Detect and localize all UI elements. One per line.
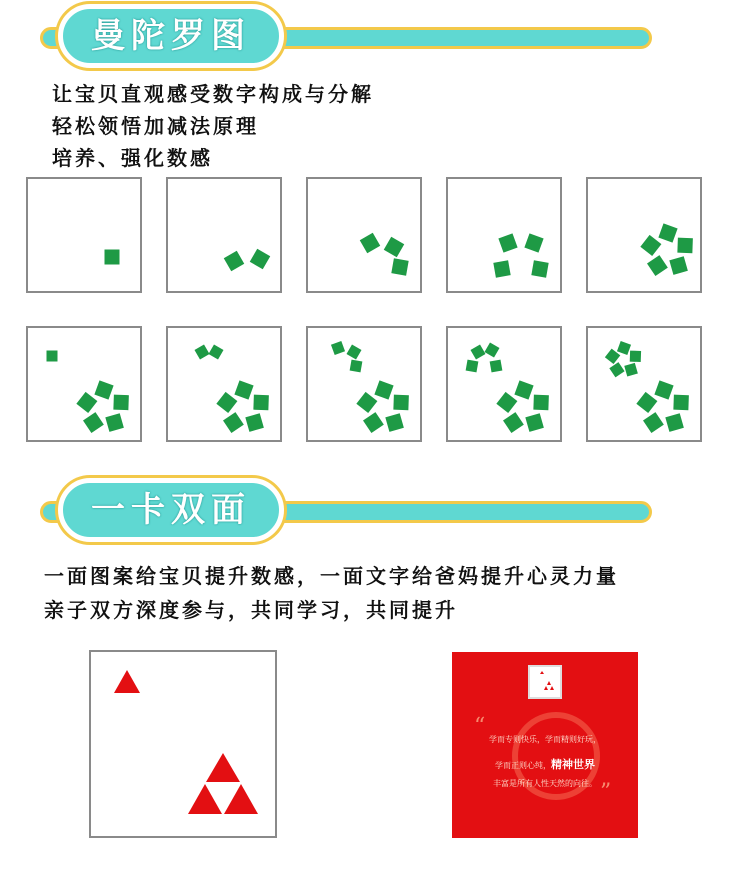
- green-square: [636, 392, 657, 413]
- green-square: [496, 392, 517, 413]
- close-quote-icon: ”: [600, 780, 612, 805]
- mandala-card-5: [586, 177, 702, 293]
- card-text-line-2a: 学而正则心纯，: [495, 761, 551, 770]
- green-square: [514, 380, 533, 399]
- green-square: [490, 360, 503, 373]
- mandala-card-8: [306, 326, 422, 442]
- triangle-top: [206, 753, 240, 782]
- triangle-single: [114, 670, 140, 693]
- text-side-card: [452, 652, 638, 838]
- mandala-pattern-1: [28, 179, 144, 295]
- green-square: [224, 251, 244, 271]
- card-text-highlight: 精神世界: [551, 758, 595, 771]
- green-square: [503, 412, 524, 433]
- card-text-line-1: 学而专则快乐，学而精则好玩，: [489, 735, 601, 744]
- green-square: [617, 341, 631, 355]
- green-square: [384, 237, 404, 257]
- mandala-card-6: [26, 326, 142, 442]
- green-square: [94, 380, 113, 399]
- green-square: [208, 344, 223, 359]
- mandala-card-9: [446, 326, 562, 442]
- green-square: [630, 351, 641, 362]
- green-square: [385, 413, 404, 432]
- green-square: [493, 260, 510, 277]
- intro-line-1: 让宝贝直观感受数字构成与分解: [52, 82, 374, 106]
- green-square: [253, 395, 269, 411]
- green-square: [76, 392, 97, 413]
- mini-card-icon: [528, 665, 562, 699]
- card-text-line-3: 丰富是所有人性天然的向往。: [493, 779, 597, 788]
- green-square: [669, 256, 688, 275]
- green-square: [360, 233, 380, 253]
- section-title: 一卡双面: [58, 478, 284, 542]
- mandala-pattern-2: [168, 179, 284, 295]
- mandala-pattern-7: [168, 328, 284, 444]
- section-title: 曼陀罗图: [58, 4, 284, 68]
- green-square: [677, 238, 693, 254]
- mandala-pattern-10: [588, 328, 704, 444]
- pattern-side-card: [89, 650, 277, 838]
- green-square: [245, 413, 264, 432]
- green-square: [194, 344, 209, 359]
- desc-line-2: 亲子双方深度参与，共同学习，共同提升: [44, 598, 458, 622]
- green-square: [466, 360, 479, 373]
- green-square: [105, 250, 120, 265]
- card-text-line-2: [452, 756, 638, 772]
- section-banner-double-sided: [40, 474, 652, 550]
- green-square: [250, 249, 270, 269]
- green-square: [391, 258, 408, 275]
- intro-line-2: 轻松领悟加减法原理: [52, 114, 259, 138]
- green-square: [647, 255, 668, 276]
- green-square: [665, 413, 684, 432]
- mandala-pattern-3: [308, 179, 424, 295]
- green-square: [673, 395, 689, 411]
- mandala-card-4: [446, 177, 562, 293]
- green-square: [609, 362, 624, 377]
- green-square: [113, 395, 129, 411]
- green-square: [643, 412, 664, 433]
- green-square: [374, 380, 393, 399]
- green-square: [350, 360, 363, 373]
- green-square: [216, 392, 237, 413]
- green-square: [470, 344, 485, 359]
- green-square: [624, 363, 638, 377]
- mandala-card-7: [166, 326, 282, 442]
- green-square: [533, 395, 549, 411]
- open-quote-icon: “: [474, 714, 486, 739]
- triangle-pattern: [91, 652, 275, 836]
- green-square: [356, 392, 377, 413]
- mandala-pattern-5: [588, 179, 704, 295]
- green-square: [498, 233, 517, 252]
- green-square: [640, 235, 661, 256]
- triangle-left: [188, 784, 222, 814]
- green-square: [484, 342, 499, 357]
- green-square: [654, 380, 673, 399]
- green-square: [105, 413, 124, 432]
- green-square: [363, 412, 384, 433]
- green-square: [234, 380, 253, 399]
- mandala-card-1: [26, 177, 142, 293]
- mandala-pattern-6: [28, 328, 144, 444]
- desc-line-1: 一面图案给宝贝提升数感，一面文字给爸妈提升心灵力量: [44, 564, 619, 588]
- mandala-card-2: [166, 177, 282, 293]
- section-banner-mandala: [40, 0, 652, 76]
- green-square: [531, 260, 548, 277]
- green-square: [524, 233, 543, 252]
- green-square: [658, 223, 677, 242]
- mandala-pattern-8: [308, 328, 424, 444]
- green-square: [393, 395, 409, 411]
- mandala-pattern-9: [448, 328, 564, 444]
- mandala-card-10: [586, 326, 702, 442]
- green-square: [83, 412, 104, 433]
- green-square: [223, 412, 244, 433]
- green-square: [346, 344, 361, 359]
- green-square: [525, 413, 544, 432]
- mandala-pattern-4: [448, 179, 564, 295]
- green-square: [47, 351, 58, 362]
- triangle-right: [224, 784, 258, 814]
- green-square: [331, 341, 345, 355]
- mandala-card-3: [306, 177, 422, 293]
- intro-line-3: 培养、强化数感: [52, 146, 213, 170]
